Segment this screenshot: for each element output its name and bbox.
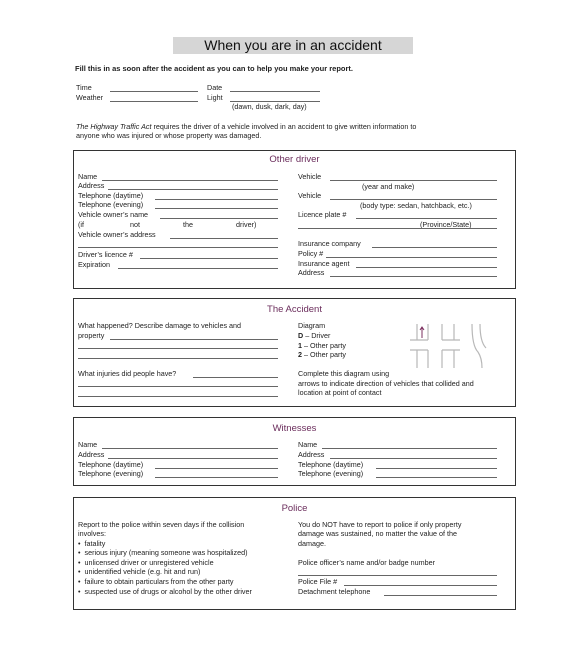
legend-driver (298, 331, 330, 340)
od-ins-address-field[interactable] (330, 276, 497, 277)
od-vehicle-field[interactable] (330, 180, 497, 181)
police-bullet-text: serious injury (meaning someone was hospitalized) (84, 548, 248, 557)
w1-address-field[interactable] (108, 458, 278, 459)
w1-tel-eve-label: Telephone (evening) (78, 469, 144, 478)
officer-label: Police officer’s name and/or badge number (298, 558, 436, 567)
od-tel-day-field[interactable] (155, 199, 278, 200)
w1-name-field[interactable] (102, 448, 278, 449)
road-edge-left-arm (410, 340, 428, 350)
w1-name-label: Name (78, 440, 98, 449)
accident-title: The Accident (267, 304, 322, 315)
legend-party-1 (298, 341, 346, 350)
w2-tel-day-label: Telephone (daytime) (298, 460, 364, 469)
police-bullet: • unlicensed driver or unregistered vehicle (78, 558, 214, 567)
od-province-hint: (Province/State) (420, 220, 472, 229)
police-bullet-text: unlicensed driver or unregistered vehicle (84, 558, 214, 567)
od-ins-agent-label: Insurance agent (298, 259, 350, 268)
other-driver-title: Other driver (269, 154, 320, 165)
acc-injuries-field-2[interactable] (78, 386, 278, 387)
time-label: Time (76, 83, 92, 92)
intro-text: Fill this in as soon after the accident as you can to help you make your report. (75, 64, 353, 73)
od-owner-address-field[interactable] (170, 238, 278, 239)
od-ins-company-field[interactable] (372, 247, 497, 248)
diagram-instr-3: location at point of contact (298, 388, 382, 397)
time-field[interactable] (110, 91, 198, 92)
act-name: The Highway Traffic Act (76, 122, 152, 131)
acc-injuries-field-3[interactable] (78, 396, 278, 397)
act-note-rest: requires the driver of a vehicle involved in an accident to give written information to (151, 122, 417, 131)
act-note-line2: anyone who was injured or whose property was damaged. (76, 131, 262, 140)
police-bullet: • fatality (78, 539, 106, 548)
od-address-field[interactable] (108, 189, 278, 190)
od-vehicle-hint2: (body type: sedan, hatchback, etc.) (360, 201, 472, 210)
acc-q1-line1: What happened? Describe damage to vehicles and (78, 321, 242, 330)
police-r2: damage was sustained, no matter the value of the (298, 529, 458, 538)
police-file-field[interactable] (344, 585, 497, 586)
legend-party-2-key: 2 (298, 350, 302, 359)
w2-name-label: Name (298, 440, 318, 449)
police-bullet: • unidentified vehicle (e.g. hit and run) (78, 567, 201, 576)
act-note-line1 (76, 122, 416, 131)
light-hint: (dawn, dusk, dark, day) (232, 102, 307, 111)
w2-tel-eve-label: Telephone (evening) (298, 469, 364, 478)
diagram-instr-2: arrows to indicate direction of vehicles that collided and (298, 379, 474, 388)
od-ins-address-label: Address (298, 268, 325, 277)
diagram-label: Diagram (298, 321, 326, 330)
detachment-label: Detachment telephone (298, 587, 371, 596)
police-file-label: Police File # (298, 577, 338, 586)
police-bullet: • failure to obtain particulars from the other party (78, 577, 234, 586)
od-tel-eve-field[interactable] (155, 208, 278, 209)
road-edge-mid-arm (442, 340, 460, 350)
w1-address-label: Address (78, 450, 105, 459)
acc-what-happened-field-1[interactable] (110, 339, 278, 340)
weather-label: Weather (76, 93, 104, 102)
od-owner-address-label: Vehicle owner’s address (78, 230, 156, 239)
od-vehicle-hint1: (year and make) (362, 182, 415, 191)
w2-address-field[interactable] (330, 458, 497, 459)
legend-party-2-text: – Other party (302, 350, 346, 359)
od-ins-agent-field[interactable] (356, 267, 497, 268)
od-licence-label: Driver’s licence # (78, 250, 133, 259)
od-owner-not: not (130, 220, 140, 229)
od-licence-field[interactable] (140, 258, 278, 259)
weather-field[interactable] (110, 101, 198, 102)
od-owner-address-field-2[interactable] (78, 247, 278, 248)
od-ins-company-label: Insurance company (298, 239, 361, 248)
date-field[interactable] (230, 91, 320, 92)
legend-party-2 (298, 350, 346, 359)
detachment-field[interactable] (384, 595, 497, 596)
legend-driver-key: D (298, 331, 304, 340)
acc-q1-line2: property (78, 331, 105, 340)
od-plate-label: Licence plate # (298, 210, 347, 219)
od-name-label: Name (78, 172, 98, 181)
od-policy-label: Policy # (298, 249, 324, 258)
police-p2: involves: (78, 529, 106, 538)
od-expiration-label: Expiration (78, 260, 110, 269)
legend-party-1-text: – Other party (302, 341, 346, 350)
police-bullet-text: failure to obtain particulars from the other party (84, 577, 234, 586)
od-tel-eve-label: Telephone (evening) (78, 200, 144, 209)
od-policy-field[interactable] (326, 257, 497, 258)
od-address-label: Address (78, 181, 105, 190)
police-bullet: • suspected use of drugs or alcohol by the other driver (78, 587, 252, 596)
acc-injuries-field-1[interactable] (193, 377, 278, 378)
w2-address-label: Address (298, 450, 325, 459)
od-tel-day-label: Telephone (daytime) (78, 191, 144, 200)
police-r1: You do NOT have to report to police if only property (298, 520, 462, 529)
police-title: Police (281, 503, 308, 514)
w1-tel-day-field[interactable] (155, 468, 278, 469)
od-owner-name-label: Vehicle owner’s name (78, 210, 149, 219)
police-bullet-text: unidentified vehicle (e.g. hit and run) (84, 567, 201, 576)
light-label: Light (207, 93, 223, 102)
w2-name-field[interactable] (322, 448, 497, 449)
acc-what-happened-field-3[interactable] (78, 358, 278, 359)
acc-what-happened-field-2[interactable] (78, 348, 278, 349)
police-bullet: • serious injury (meaning someone was hospitalized) (78, 548, 248, 557)
od-vehicle2-field[interactable] (330, 199, 497, 200)
police-bullet-text: fatality (84, 539, 106, 548)
police-p1: Report to the police within seven days if the collision (78, 520, 245, 529)
road-curve-inner (480, 324, 486, 348)
police-bullet-text: suspected use of drugs or alcohol by the other driver (84, 587, 252, 596)
intersection-diagram[interactable] (410, 322, 490, 370)
date-label: Date (207, 83, 223, 92)
legend-driver-text: – Driver (303, 331, 331, 340)
od-plate-field[interactable] (356, 218, 497, 219)
w1-tel-day-label: Telephone (daytime) (78, 460, 144, 469)
officer-field[interactable] (298, 575, 497, 576)
page-title: When you are in an accident (173, 37, 413, 54)
w2-tel-eve-field[interactable] (376, 477, 497, 478)
od-vehicle2-label: Vehicle (298, 191, 322, 200)
w1-tel-eve-field[interactable] (155, 477, 278, 478)
od-owner-name-field[interactable] (160, 218, 278, 219)
od-owner-driver: driver) (236, 220, 257, 229)
od-expiration-field[interactable] (118, 268, 278, 269)
w2-tel-day-field[interactable] (376, 468, 497, 469)
witnesses-title: Witnesses (272, 423, 317, 434)
od-owner-if: (if (78, 220, 84, 229)
legend-party-1-key: 1 (298, 341, 302, 350)
od-vehicle-label: Vehicle (298, 172, 322, 181)
od-plate-field-2[interactable] (298, 228, 497, 229)
police-r3: damage. (298, 539, 326, 548)
od-name-field[interactable] (102, 180, 278, 181)
diagram-instr-1: Complete this diagram using (298, 369, 390, 378)
acc-q2: What injuries did people have? (78, 369, 177, 378)
od-owner-the: the (183, 220, 193, 229)
